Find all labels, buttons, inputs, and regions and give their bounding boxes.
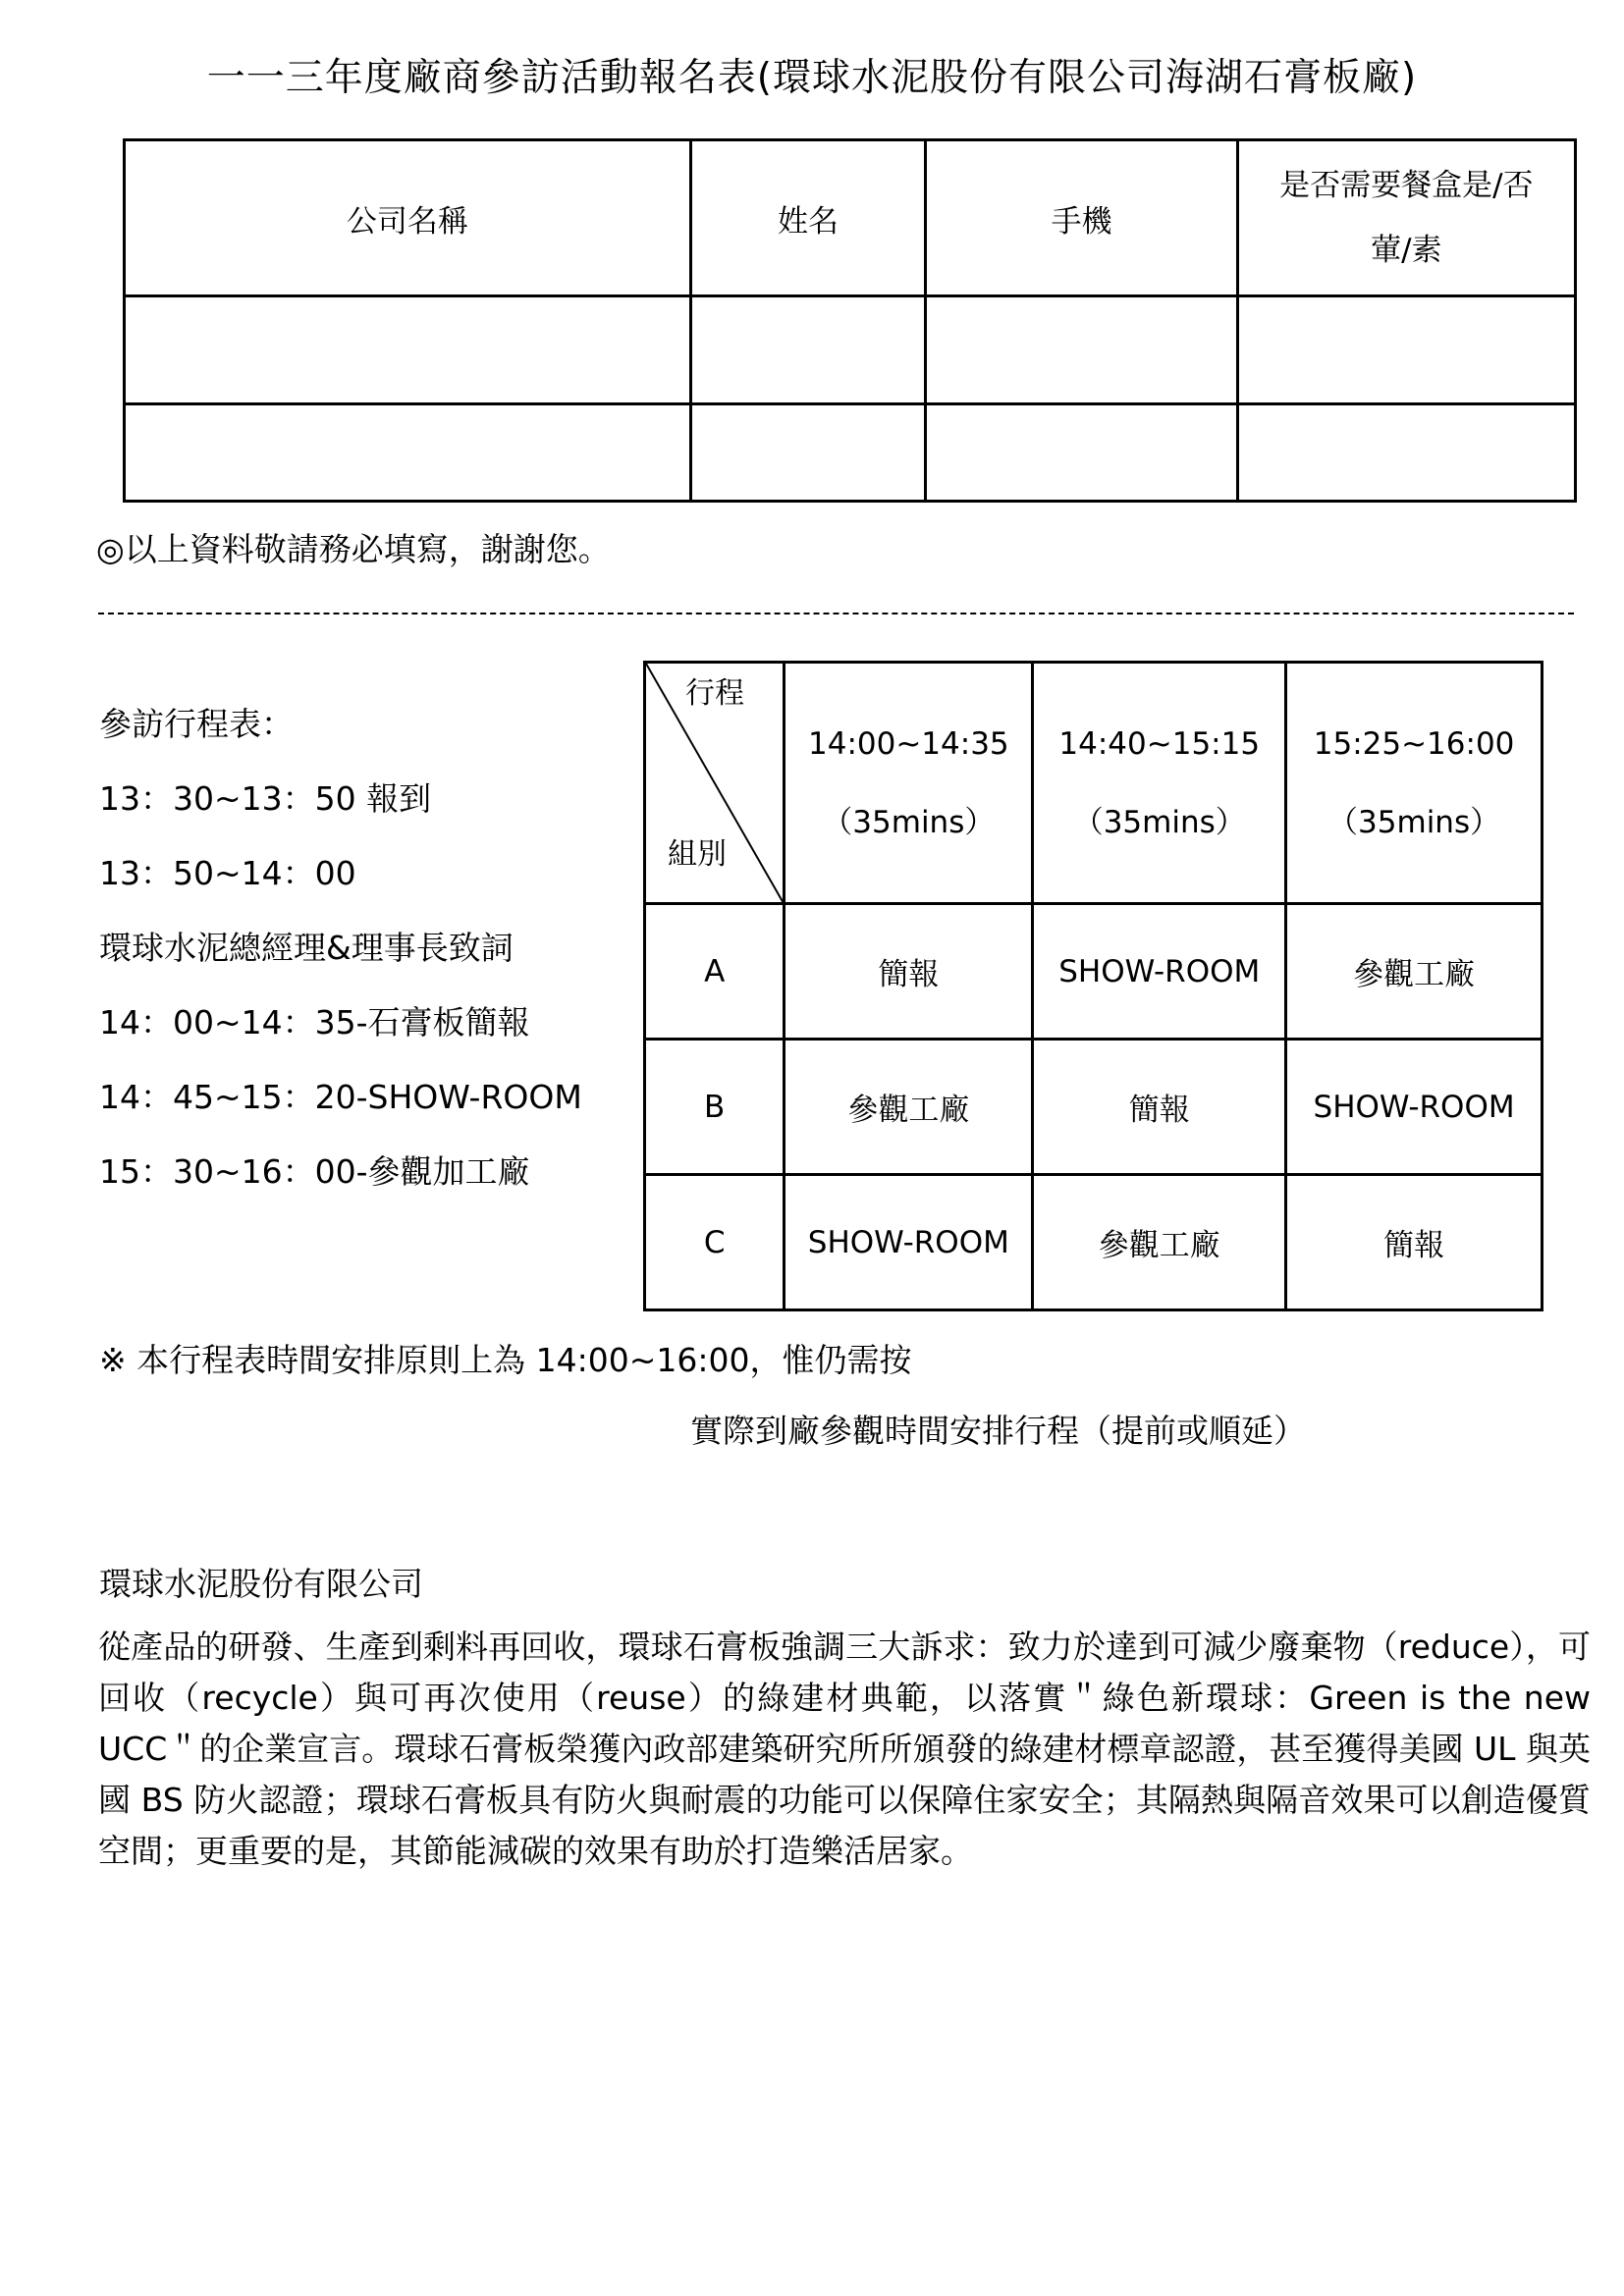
dashed-divider [98, 613, 1574, 614]
group-label: A [645, 904, 785, 1040]
header-name: 姓名 [690, 140, 926, 296]
slot-duration: （35mins） [1327, 804, 1501, 840]
schedule-cell: SHOW-ROOM [1286, 1040, 1543, 1175]
slot-time: 15:25~16:00 [1313, 725, 1515, 762]
schedule-row-b [645, 1040, 1543, 1175]
header-meal-line1: 是否需要餐盒是/否 [1279, 168, 1534, 203]
schedule-cell: SHOW-ROOM [1033, 904, 1286, 1040]
schedule-cell: 參觀工廠 [1286, 904, 1543, 1040]
schedule-header-row [645, 663, 1543, 904]
phone-field[interactable] [926, 404, 1237, 502]
agenda-heading: 參訪行程表： [99, 705, 294, 743]
phone-field[interactable] [926, 296, 1237, 404]
schedule-table [643, 661, 1543, 1311]
schedule-cell: 簡報 [785, 904, 1033, 1040]
slot-time: 14:40~15:15 [1058, 725, 1261, 762]
agenda-item: 13：30~13：50 報到 [99, 779, 432, 818]
schedule-row-a [645, 904, 1543, 1040]
slot-header [1033, 663, 1286, 904]
required-note: ◎以上資料敬請務必填寫，謝謝您。 [96, 530, 611, 568]
slot-header [1286, 663, 1543, 904]
company-intro: 從產品的研發、生產到剩料再回收，環球石膏板強調三大訴求：致力於達到可減少廢棄物（reduce），可回收（recycle）與可再次使用（reuse）的綠建材典範，以落實＂綠色新環球：Green is the new UCC＂的企業宣言。環球石膏板榮獲內政部建築研究所所頒發的綠建材標章認證，甚至獲得美國 UL 與英國 BS 防火認證；環球石膏板具有防火與耐震的功能可以保障住家安全；其隔熱與隔音效果可以創造優質空間；更重要的是，其節能減碳的效果有助於打造樂活居家。 [98, 1628, 1591, 1870]
agenda-item: 14：45~15：20-SHOW-ROOM [99, 1078, 582, 1116]
header-phone: 手機 [926, 140, 1237, 296]
slot-duration: （35mins） [1072, 804, 1246, 840]
agenda-item: 15：30~16：00-參觀加工廠 [99, 1152, 530, 1191]
schedule-cell: 參觀工廠 [785, 1040, 1033, 1175]
schedule-row-c [645, 1175, 1543, 1310]
schedule-cell: SHOW-ROOM [785, 1175, 1033, 1310]
name-field[interactable] [690, 296, 926, 404]
agenda-item: 14：00~14：35-石膏板簡報 [99, 1003, 530, 1041]
agenda-item: 13：50~14：00 [99, 854, 356, 892]
registration-row [125, 296, 1576, 404]
group-label: C [645, 1175, 785, 1310]
company-name-field[interactable] [125, 296, 691, 404]
schedule-cell: 簡報 [1033, 1040, 1286, 1175]
schedule-remark-line1: ※ 本行程表時間安排原則上為 14:00~16:00，惟仍需按 [99, 1341, 912, 1379]
header-meal [1237, 140, 1575, 296]
schedule-remark-line2: 實際到廠參觀時間安排行程（提前或順延） [690, 1412, 1306, 1450]
company-name-field[interactable] [125, 404, 691, 502]
registration-table [123, 138, 1577, 503]
page-title: 一一三年度廠商參訪活動報名表(環球水泥股份有限公司海湖石膏板廠) [206, 56, 1418, 100]
slot-duration: （35mins） [822, 804, 996, 840]
meal-field[interactable] [1237, 404, 1575, 502]
group-label: B [645, 1040, 785, 1175]
name-field[interactable] [690, 404, 926, 502]
registration-header-row [125, 140, 1576, 296]
schedule-corner-cell [645, 663, 785, 904]
agenda-list [99, 687, 582, 1209]
header-meal-line2: 葷/素 [1371, 233, 1442, 268]
header-company-name: 公司名稱 [125, 140, 691, 296]
company-name: 環球水泥股份有限公司 [99, 1565, 423, 1603]
schedule-cell: 簡報 [1286, 1175, 1543, 1310]
meal-field[interactable] [1237, 296, 1575, 404]
slot-header [785, 663, 1033, 904]
corner-label-itinerary: 行程 [685, 676, 744, 711]
slot-time: 14:00~14:35 [808, 725, 1009, 762]
registration-row [125, 404, 1576, 502]
agenda-item: 環球水泥總經理&理事長致詞 [99, 929, 514, 967]
corner-label-group: 組別 [668, 837, 727, 872]
schedule-cell: 參觀工廠 [1033, 1175, 1286, 1310]
